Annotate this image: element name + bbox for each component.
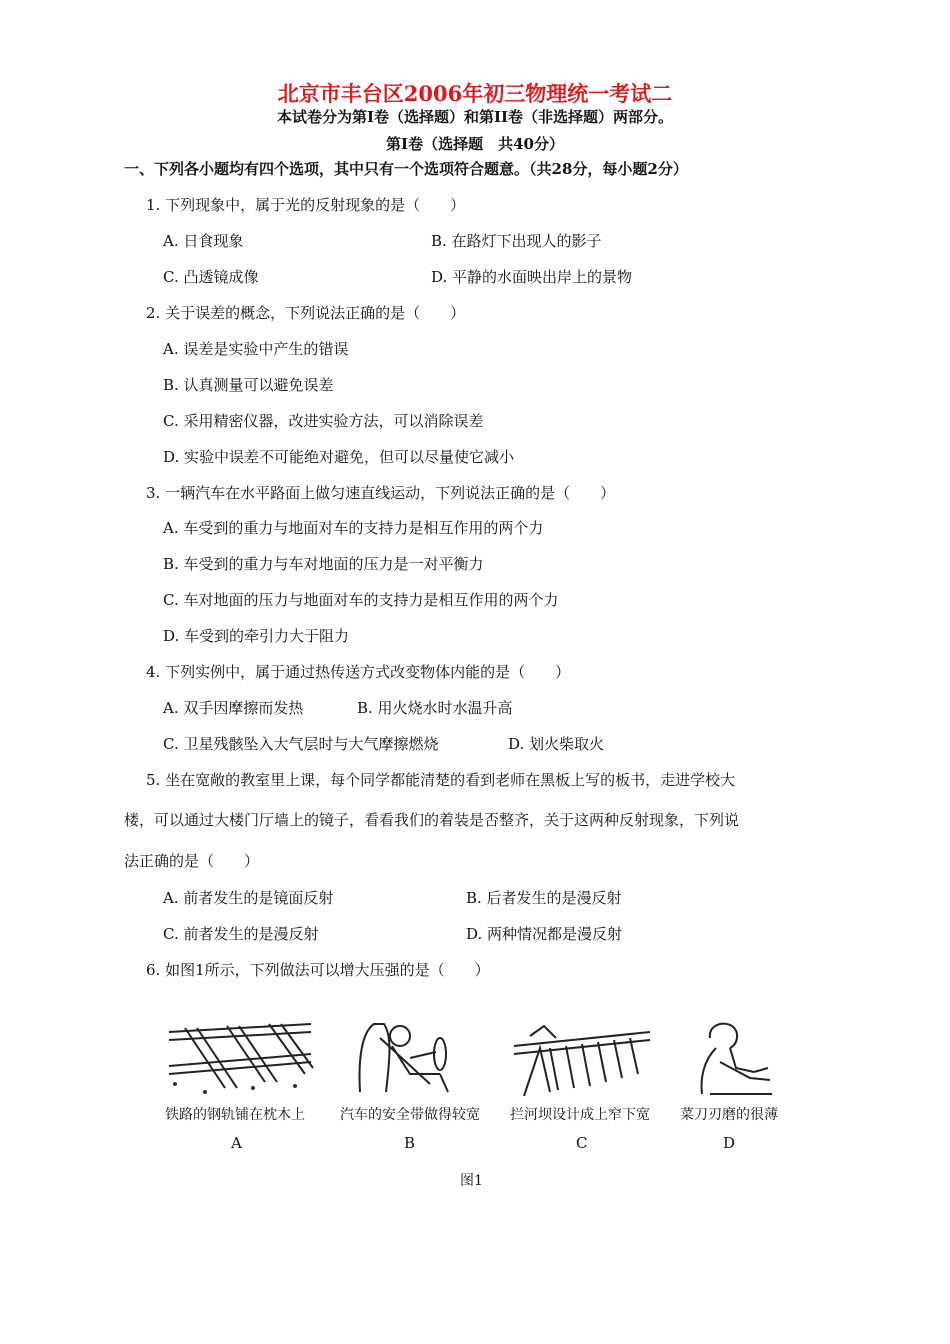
q3-option-b: B. 车受到的重力与车对地面的压力是一对平衡力 bbox=[163, 555, 484, 573]
question-5-stem-line-1: 5. 坐在宽敞的教室里上课，每个同学都能清楚的看到老师在黑板上写的板书，走进学校大 bbox=[146, 771, 736, 789]
q1-option-a: A. 日食现象 bbox=[163, 232, 244, 250]
q5-option-b: B. 后者发生的是漫反射 bbox=[466, 889, 622, 907]
q5-option-a: A. 前者发生的是镜面反射 bbox=[163, 889, 334, 907]
dam-illustration bbox=[510, 1018, 660, 1096]
question-3-stem: 3. 一辆汽车在水平路面上做匀速直线运动，下列说法正确的是（ ） bbox=[146, 484, 616, 502]
q3-option-c: C. 车对地面的压力与地面对车的支持力是相互作用的两个力 bbox=[163, 591, 559, 609]
exam-title: 北京市丰台区2006年初三物理统一考试二 bbox=[277, 81, 673, 106]
q5-option-c: C. 前者发生的是漫反射 bbox=[163, 925, 319, 943]
figure-caption-b: 汽车的安全带做得较宽 bbox=[340, 1107, 480, 1123]
q5-option-d: D. 两种情况都是漫反射 bbox=[466, 925, 623, 943]
section-title: 一、下列各小题均有四个选项，其中只有一个选项符合题意。（共28分，每小题2分） bbox=[124, 160, 688, 178]
kitchen-knife-illustration bbox=[680, 1018, 830, 1096]
q4-option-a: A. 双手因摩擦而发热 bbox=[163, 699, 304, 717]
part-title: 第I卷（选择题 共40分） bbox=[386, 135, 564, 153]
q4-option-d: D. 划火柴取火 bbox=[508, 735, 605, 753]
figure-caption-d: 菜刀刃磨的很薄 bbox=[680, 1107, 778, 1123]
figure-letter-b: B bbox=[404, 1134, 416, 1152]
figure-letter-d: D bbox=[723, 1134, 736, 1152]
figure-letter-a: A bbox=[231, 1134, 242, 1152]
q1-option-d: D. 平静的水面映出岸上的景物 bbox=[431, 268, 633, 286]
question-6-stem: 6. 如图1所示，下列做法可以增大压强的是（ ） bbox=[146, 961, 490, 979]
question-4-stem: 4. 下列实例中，属于通过热传送方式改变物体内能的是（ ） bbox=[146, 663, 571, 681]
q1-option-c: C. 凸透镜成像 bbox=[163, 268, 259, 286]
question-5-stem-line-2: 楼，可以通过大楼门厅墙上的镜子，看看我们的着装是否整齐，关于这两种反射现象，下列说 bbox=[124, 811, 740, 829]
figure-caption-c: 拦河坝设计成上窄下宽 bbox=[510, 1107, 650, 1123]
rail-on-sleepers-illustration bbox=[165, 1018, 315, 1096]
q4-option-c: C. 卫星残骸坠入大气层时与大气摩擦燃烧 bbox=[163, 735, 439, 753]
q2-option-a: A. 误差是实验中产生的错误 bbox=[163, 340, 349, 358]
car-seatbelt-illustration bbox=[340, 1018, 490, 1096]
exam-subtitle: 本试卷分为第I卷（选择题）和第II卷（非选择题）两部分。 bbox=[276, 108, 674, 126]
q2-option-b: B. 认真测量可以避免误差 bbox=[163, 376, 334, 394]
q3-option-a: A. 车受到的重力与地面对车的支持力是相互作用的两个力 bbox=[163, 519, 544, 537]
q3-option-d: D. 车受到的牵引力大于阻力 bbox=[163, 627, 350, 645]
figure-label: 图1 bbox=[460, 1173, 483, 1189]
q1-option-b: B. 在路灯下出现人的影子 bbox=[431, 232, 602, 250]
question-1-stem: 1. 下列现象中，属于光的反射现象的是（ ） bbox=[146, 196, 466, 214]
figure-letter-c: C bbox=[576, 1134, 588, 1152]
q4-option-b: B. 用火烧水时水温升高 bbox=[357, 699, 513, 717]
q2-option-c: C. 采用精密仪器，改进实验方法，可以消除误差 bbox=[163, 412, 484, 430]
question-5-stem-line-3: 法正确的是（ ） bbox=[124, 852, 260, 870]
question-2-stem: 2. 关于误差的概念，下列说法正确的是（ ） bbox=[146, 304, 466, 322]
figure-caption-a: 铁路的钢轨铺在枕木上 bbox=[165, 1107, 305, 1123]
q2-option-d: D. 实验中误差不可能绝对避免，但可以尽量使它减小 bbox=[163, 448, 515, 466]
